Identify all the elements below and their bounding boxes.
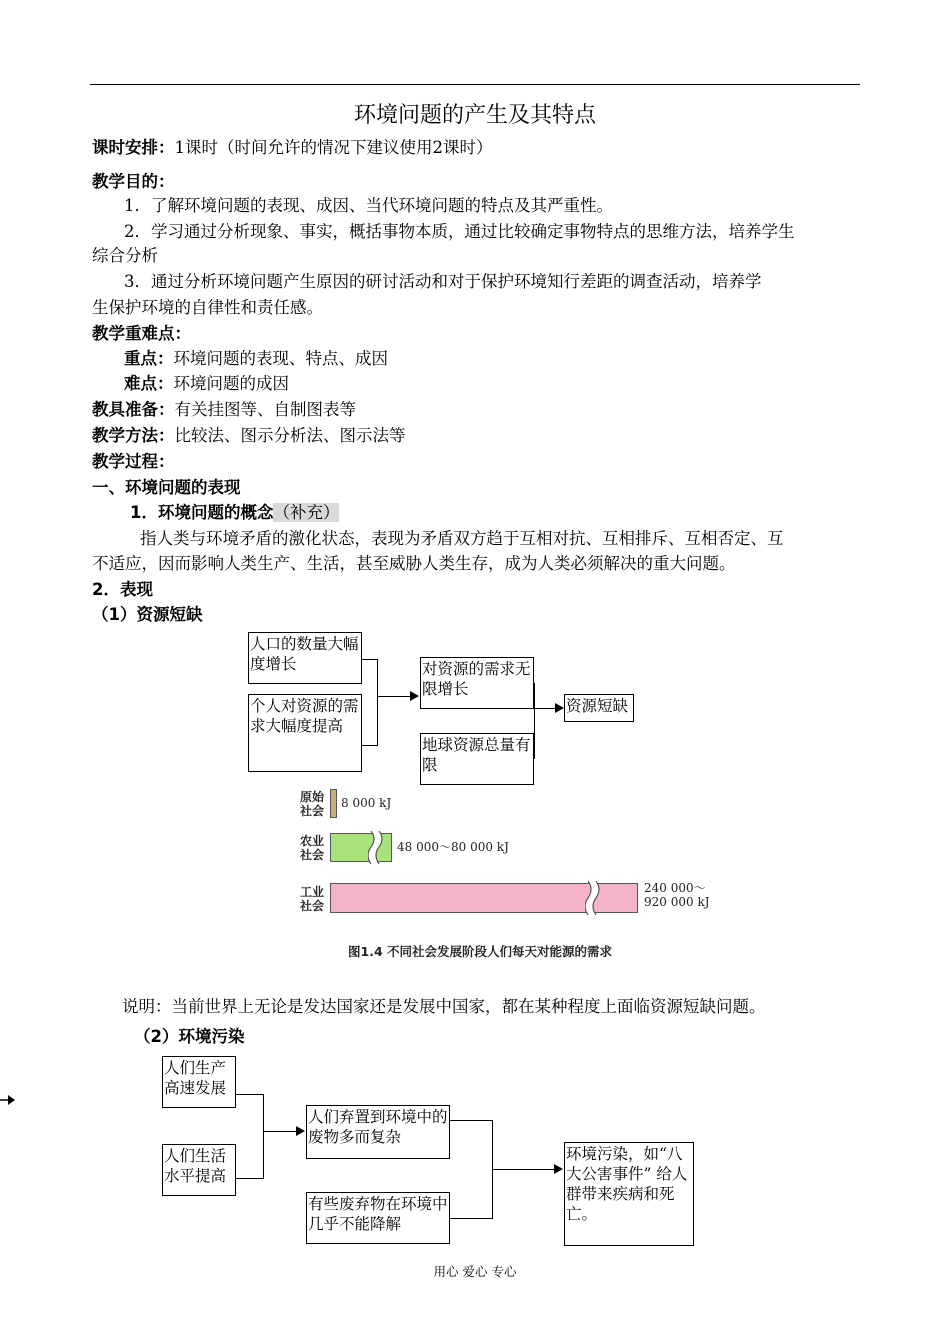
resource-heading: （1）资源短缺 [92,605,203,624]
pollution-box-waste: 人们弃置到环境中的废物多而复杂 [306,1105,450,1159]
energy-value-primitive: 8 000 kJ [341,796,392,810]
difficulty-label: 难点： [124,374,174,393]
margin-arrow-icon [0,1094,16,1106]
resource-box-demand-growth: 对资源的需求无限增长 [420,657,534,709]
arrow-head [554,1164,563,1174]
connector [236,1178,264,1179]
energy-row-primitive-label: 原始 社会 [300,790,325,818]
schedule-line [92,136,493,160]
resource-note: 说明：当前世界上无论是发达国家还是发展中国家，都在某种程度上面临资源短缺问题。 [122,997,766,1016]
axis-break-icon [585,881,601,915]
concept-heading: 1．环境问题的概念 [130,503,274,522]
methods-text: 比较法、图示分析法、图示法等 [174,426,406,445]
objective-1: 1．了解环境问题的表现、成因、当代环境问题的特点及其严重性。 [124,196,613,215]
page-title: 环境问题的产生及其特点 [353,103,596,128]
page-footer: 用心 爱心 专心 [433,1264,517,1279]
schedule-label: 课时安排： [92,138,175,157]
arrow-head [410,691,419,701]
schedule-text: 1课时（时间允许的情况下建议使用2课时） [174,138,493,157]
connector [534,683,535,759]
pollution-box-production: 人们生产高速发展 [162,1056,236,1108]
objective-2a: 2．学习通过分析现象、事实，概括事物本质，通过比较确定事物特点的思维方法，培养学生 [124,222,795,241]
tools-text: 有关挂图等、自制图表等 [174,400,356,419]
energy-value-industrial: 240 000～ 920 000 kJ [644,881,710,909]
connector [263,1094,264,1179]
difficulty-text: 环境问题的成因 [173,374,289,393]
resource-box-shortage: 资源短缺 [564,694,634,722]
pollution-box-non-degradable: 有些废弃物在环境中几乎不能降解 [306,1192,450,1244]
focus-label: 重点： [124,349,174,368]
energy-row-agricultural-label: 农业 社会 [300,834,325,862]
energy-row-industrial-label: 工业 社会 [300,885,325,913]
connector [534,708,556,709]
section1-heading: 一、环境问题的表现 [92,478,241,497]
arrow-head [555,703,564,713]
connector [450,1218,493,1219]
energy-value-agricultural: 48 000～80 000 kJ [397,840,509,854]
tools-line [92,398,356,422]
energy-bar-primitive [330,789,337,818]
connector [377,659,378,746]
resource-box-earth-limited: 地球资源总量有限 [420,733,534,785]
concept-text-b: 不适应，因而影响人类生产、生活，甚至威胁人类生存，成为人类必须解决的重大问题。 [92,554,736,573]
difficulty-line [124,372,289,396]
connector [362,745,378,746]
connector [450,1120,493,1121]
focus-text: 环境问题的表现、特点、成因 [173,349,388,368]
connector [492,1169,555,1170]
objective-2b: 综合分析 [92,246,158,265]
process-label: 教学过程： [92,452,175,471]
axis-break-icon [368,831,384,864]
connector [236,1094,264,1095]
pollution-heading: （2）环境污染 [134,1027,245,1046]
concept-note: （补充） [273,503,340,522]
connector [362,659,378,660]
arrow-head [296,1126,305,1136]
connector [377,696,411,697]
objective-3b: 生保护环境的自律性和责任感。 [92,298,323,317]
concept-heading-line [130,501,339,525]
energy-figure-caption: 图1.4 不同社会发展阶段人们每天对能源的需求 [348,944,612,959]
objective-3a: 3．通过分析环境问题产生原因的研讨活动和对于保护环境知行差距的调查活动，培养学 [124,272,762,291]
pollution-box-living-standard: 人们生活水平提高 [162,1144,236,1196]
resource-box-individual-demand: 个人对资源的需求大幅度提高 [248,694,362,772]
pollution-box-result: 环境污染，如“八大公害事件” 给人群带来疾病和死亡。 [564,1142,694,1246]
manifest-heading: 2．表现 [92,580,153,599]
methods-label: 教学方法： [92,426,175,445]
connector [263,1131,297,1132]
objectives-label: 教学目的： [92,172,175,191]
focus-line [124,347,388,371]
methods-line [92,424,406,448]
concept-text-a: 指人类与环境矛盾的激化状态，表现为矛盾双方趋于互相对抗、互相排斥、互相否定、互 [140,529,784,548]
key-points-label: 教学重难点： [92,324,191,343]
tools-label: 教具准备： [92,400,175,419]
top-rule [90,84,860,85]
resource-box-population: 人口的数量大幅度增长 [248,632,362,684]
